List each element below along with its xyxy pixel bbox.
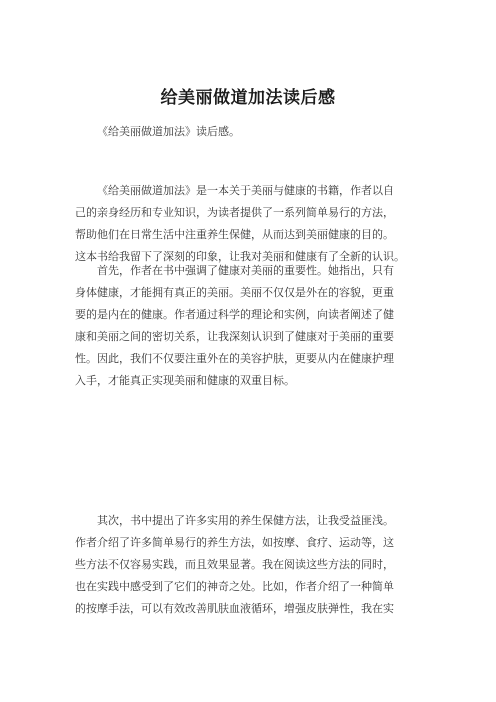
paragraph-line: 身体健康，才能拥有真正的美丽。美丽不仅仅是外在的容貌，更重 (75, 286, 394, 299)
paragraph-methods (75, 510, 435, 620)
paragraph-line: 作者介绍了许多简单易行的养生方法，如按摩、食疗、运动等，这 (75, 536, 394, 549)
paragraph-summary (75, 180, 435, 268)
paragraph-line: 的按摩手法，可以有效改善肌肤血液循环，增强皮肤弹性，我在实 (75, 602, 394, 615)
paragraph-line: 要的是内在的健康。作者通过科学的理论和实例，向读者阐述了健 (75, 308, 394, 321)
paragraph-intro (75, 121, 435, 143)
paragraph-line: 也在实践中感受到了它们的神奇之处。比如，作者介绍了一种简单 (75, 580, 394, 593)
document-title: 给美丽做道加法读后感 (160, 88, 336, 108)
paragraph-line: 这本书给我留下了深刻的印象，让我对美丽和健康有了全新的认识。 (75, 250, 405, 263)
paragraph-health-beauty (75, 260, 435, 392)
paragraph-line: 《给美丽做道加法》读后感。 (97, 125, 240, 138)
paragraph-line: 首先，作者在书中强调了健康对美丽的重要性。她指出，只有 (97, 264, 394, 277)
paragraph-line: 己的亲身经历和专业知识，为读者提供了一系列简单易行的方法， (75, 206, 394, 219)
paragraph-line: 康和美丽之间的密切关系，让我深刻认识到了健康对于美丽的重要 (75, 330, 394, 343)
paragraph-line: 其次，书中提出了许多实用的养生保健方法，让我受益匪浅。 (97, 514, 394, 527)
paragraph-line: 些方法不仅容易实践，而且效果显著。我在阅读这些方法的同时， (75, 558, 394, 571)
paragraph-line: 性。因此，我们不仅要注重外在的美容护肤，更要从内在健康护理 (75, 352, 394, 365)
paragraph-line: 帮助他们在日常生活中注重养生保健，从而达到美丽健康的目的。 (75, 228, 394, 241)
paragraph-line: 入手，才能真正实现美丽和健康的双重目标。 (75, 374, 295, 387)
paragraph-line: 《给美丽做道加法》是一本关于美丽与健康的书籍，作者以自 (97, 184, 394, 197)
